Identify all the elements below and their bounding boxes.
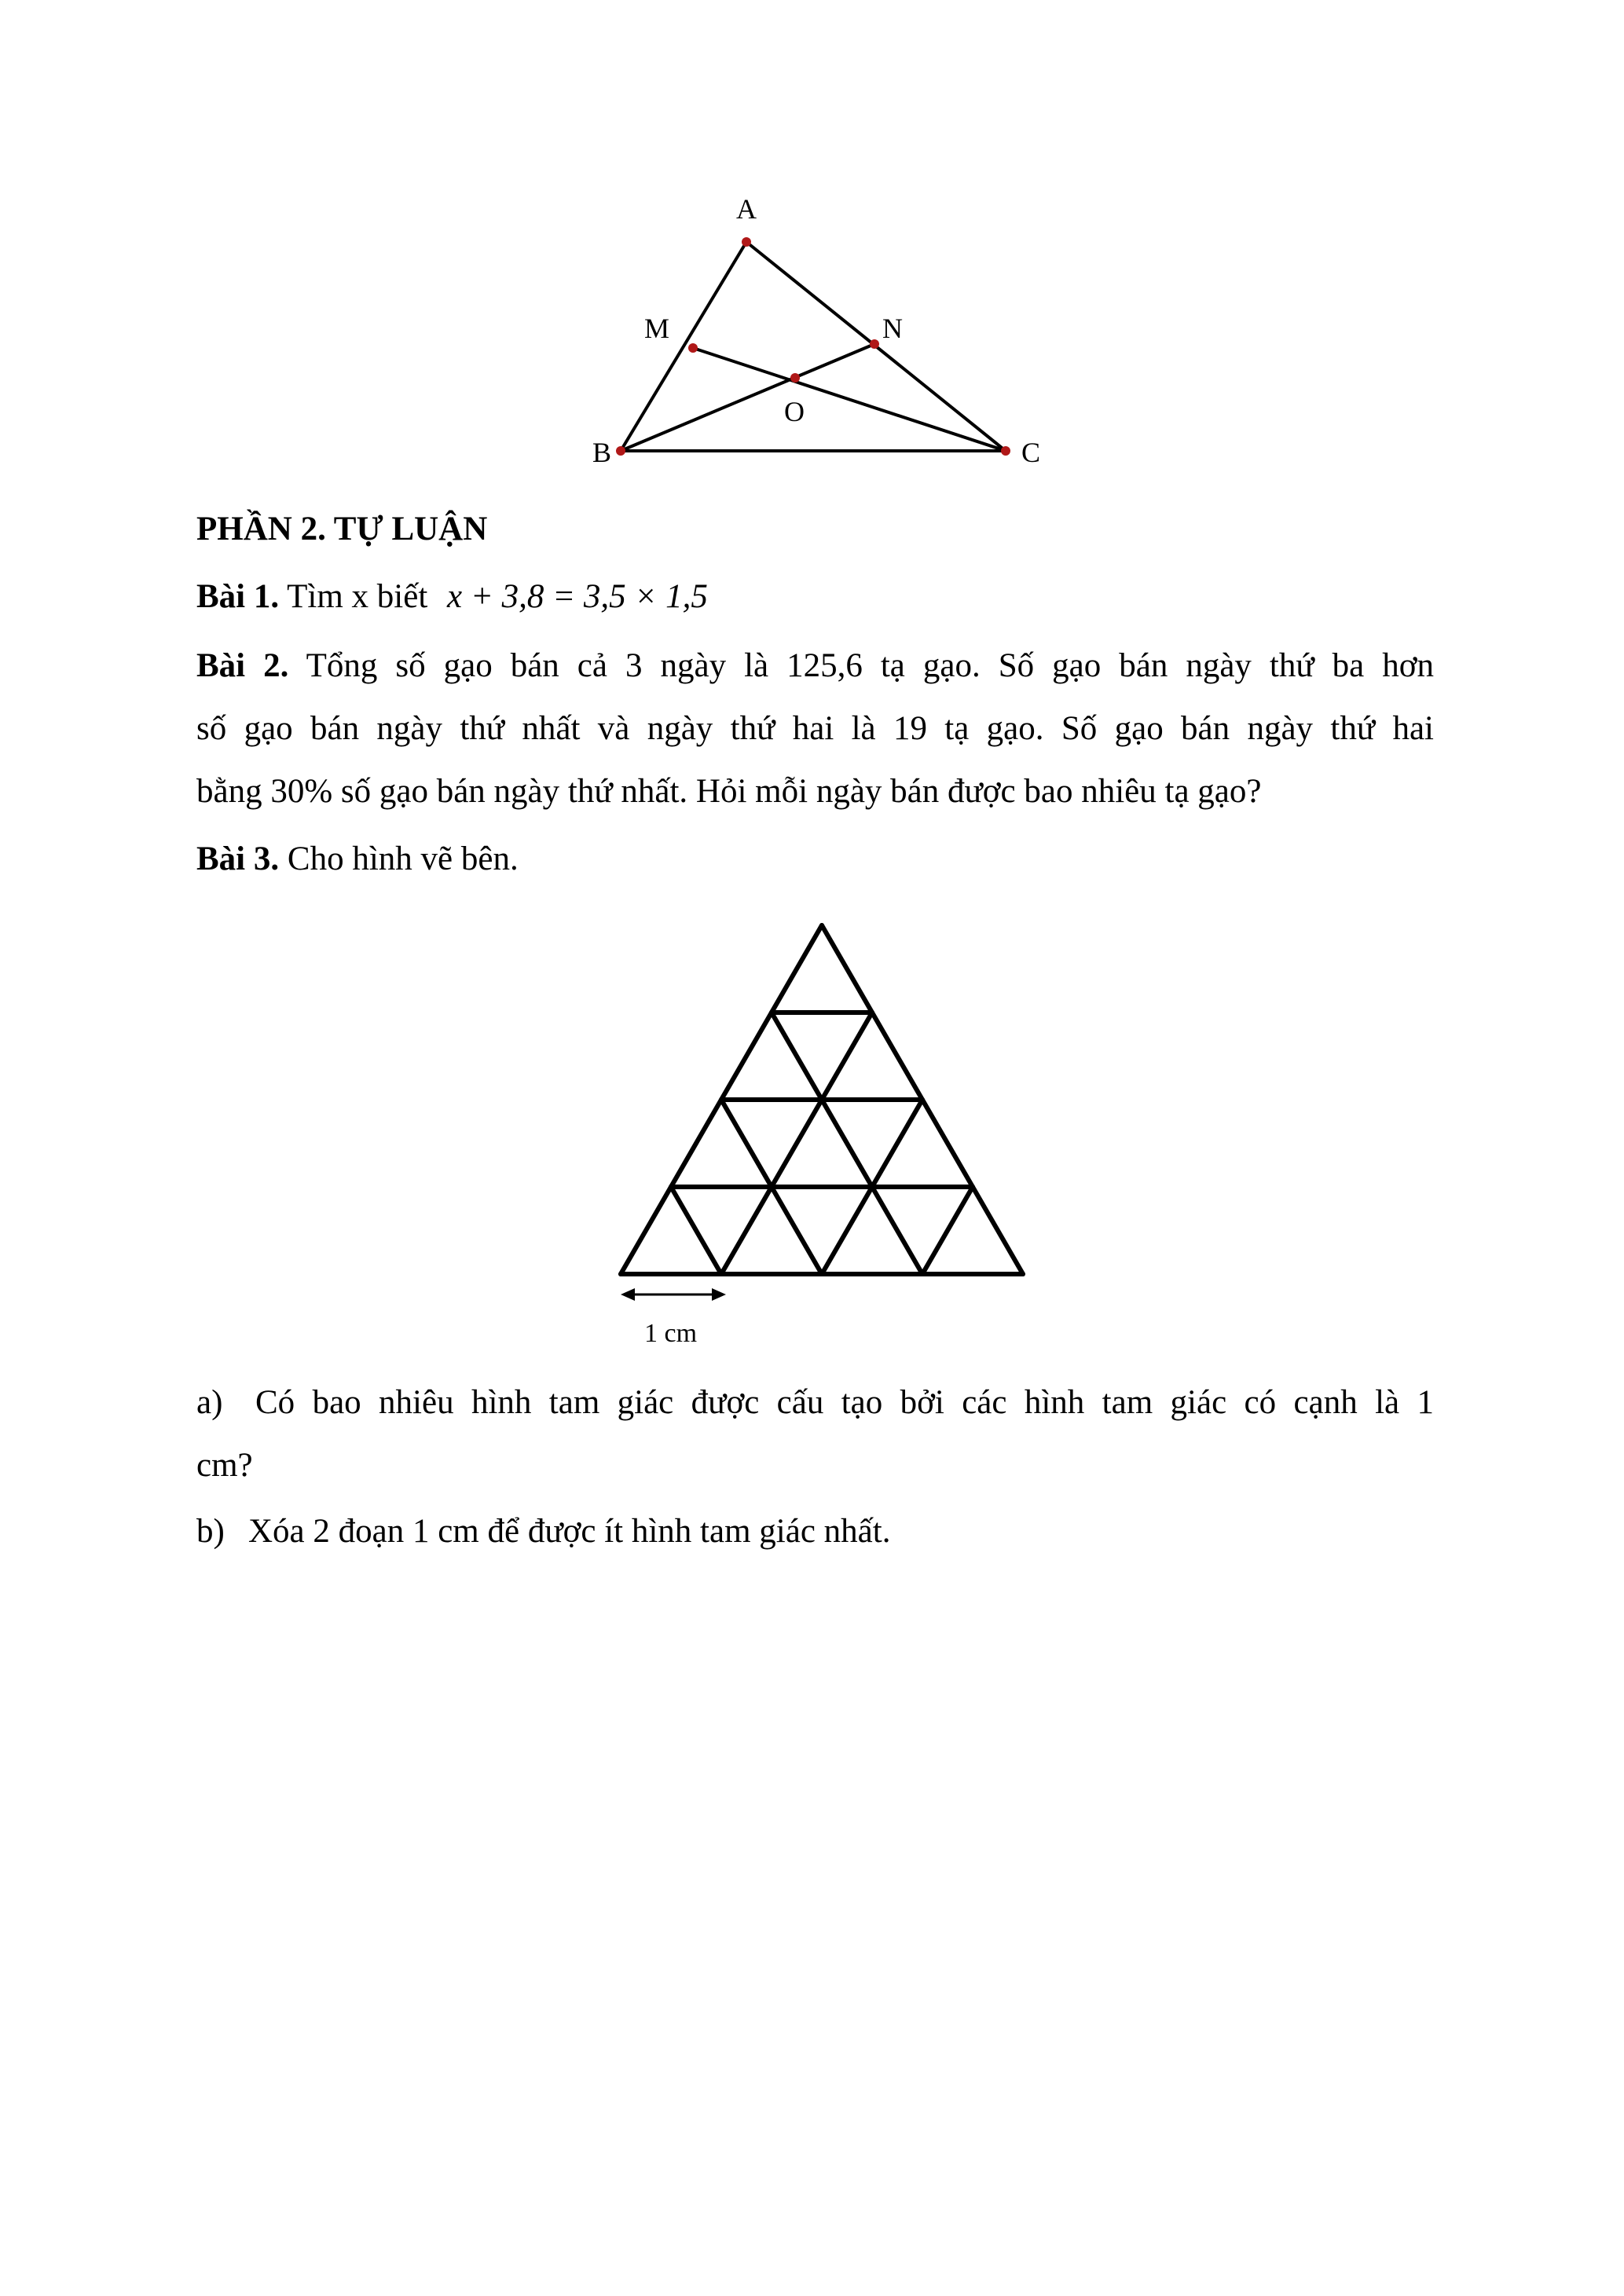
bai2-line2: số gạo bán ngày thứ nhất và ngày thứ hai là 19 tạ gạo. Số gạo bán ngày thứ hai bbox=[196, 710, 1434, 747]
bai1-text: Tìm x biết bbox=[287, 578, 428, 615]
bai3-text: Cho hình vẽ bên. bbox=[287, 840, 519, 877]
bai3-line bbox=[196, 834, 519, 884]
bai1-line bbox=[196, 572, 708, 622]
unit-arrow bbox=[621, 1288, 726, 1301]
point-m bbox=[688, 343, 698, 353]
point-a bbox=[742, 237, 751, 247]
question-b-line bbox=[196, 1507, 890, 1557]
point-c bbox=[1001, 446, 1010, 456]
label-n: N bbox=[882, 313, 903, 344]
question-a-line2: cm? bbox=[196, 1447, 253, 1484]
triangle-abc-figure bbox=[592, 189, 1069, 479]
bai2-line3: bằng 30% số gạo bán ngày thứ nhất. Hỏi mỗi ngày bán được bao nhiêu tạ gạo? bbox=[196, 773, 1262, 810]
label-a: A bbox=[736, 193, 757, 225]
label-b: B bbox=[592, 437, 612, 468]
bai2-label: Bài 2. bbox=[196, 647, 289, 684]
question-a-label: a) bbox=[196, 1384, 223, 1421]
question-a-text: Có bao nhiêu hình tam giác được cấu tạo bởi các hình tam giác có cạnh là 1 bbox=[255, 1384, 1434, 1421]
segment-bn bbox=[621, 344, 874, 451]
point-b bbox=[616, 446, 625, 456]
side-ab bbox=[621, 242, 746, 451]
bai1-label: Bài 1. bbox=[196, 578, 280, 615]
question-a-line1 bbox=[196, 1378, 1434, 1428]
label-c: C bbox=[1021, 437, 1041, 468]
question-b-label: b) bbox=[196, 1513, 225, 1550]
point-o bbox=[790, 373, 800, 383]
unit-label: 1 cm bbox=[644, 1319, 698, 1348]
label-m: M bbox=[644, 313, 670, 344]
section-heading: PHẦN 2. TỰ LUẬN bbox=[196, 511, 488, 547]
bai2-text-line1: Tổng số gạo bán cả 3 ngày là 125,6 tạ gạo. Số gạo bán ngày thứ ba hơn bbox=[306, 647, 1434, 684]
question-b-text: Xóa 2 đoạn 1 cm để được ít hình tam giác nhất. bbox=[248, 1513, 891, 1550]
grid-diagonal-line bbox=[922, 1187, 973, 1274]
triangle-grid-figure bbox=[611, 921, 1036, 1360]
point-n bbox=[870, 339, 879, 349]
label-o: O bbox=[784, 396, 805, 427]
bai2-line1 bbox=[196, 641, 1434, 691]
bai3-label: Bài 3. bbox=[196, 840, 280, 877]
bai1-equation: x + 3,8 = 3,5 × 1,5 bbox=[447, 578, 708, 615]
grid-diagonal-line bbox=[671, 1187, 721, 1274]
